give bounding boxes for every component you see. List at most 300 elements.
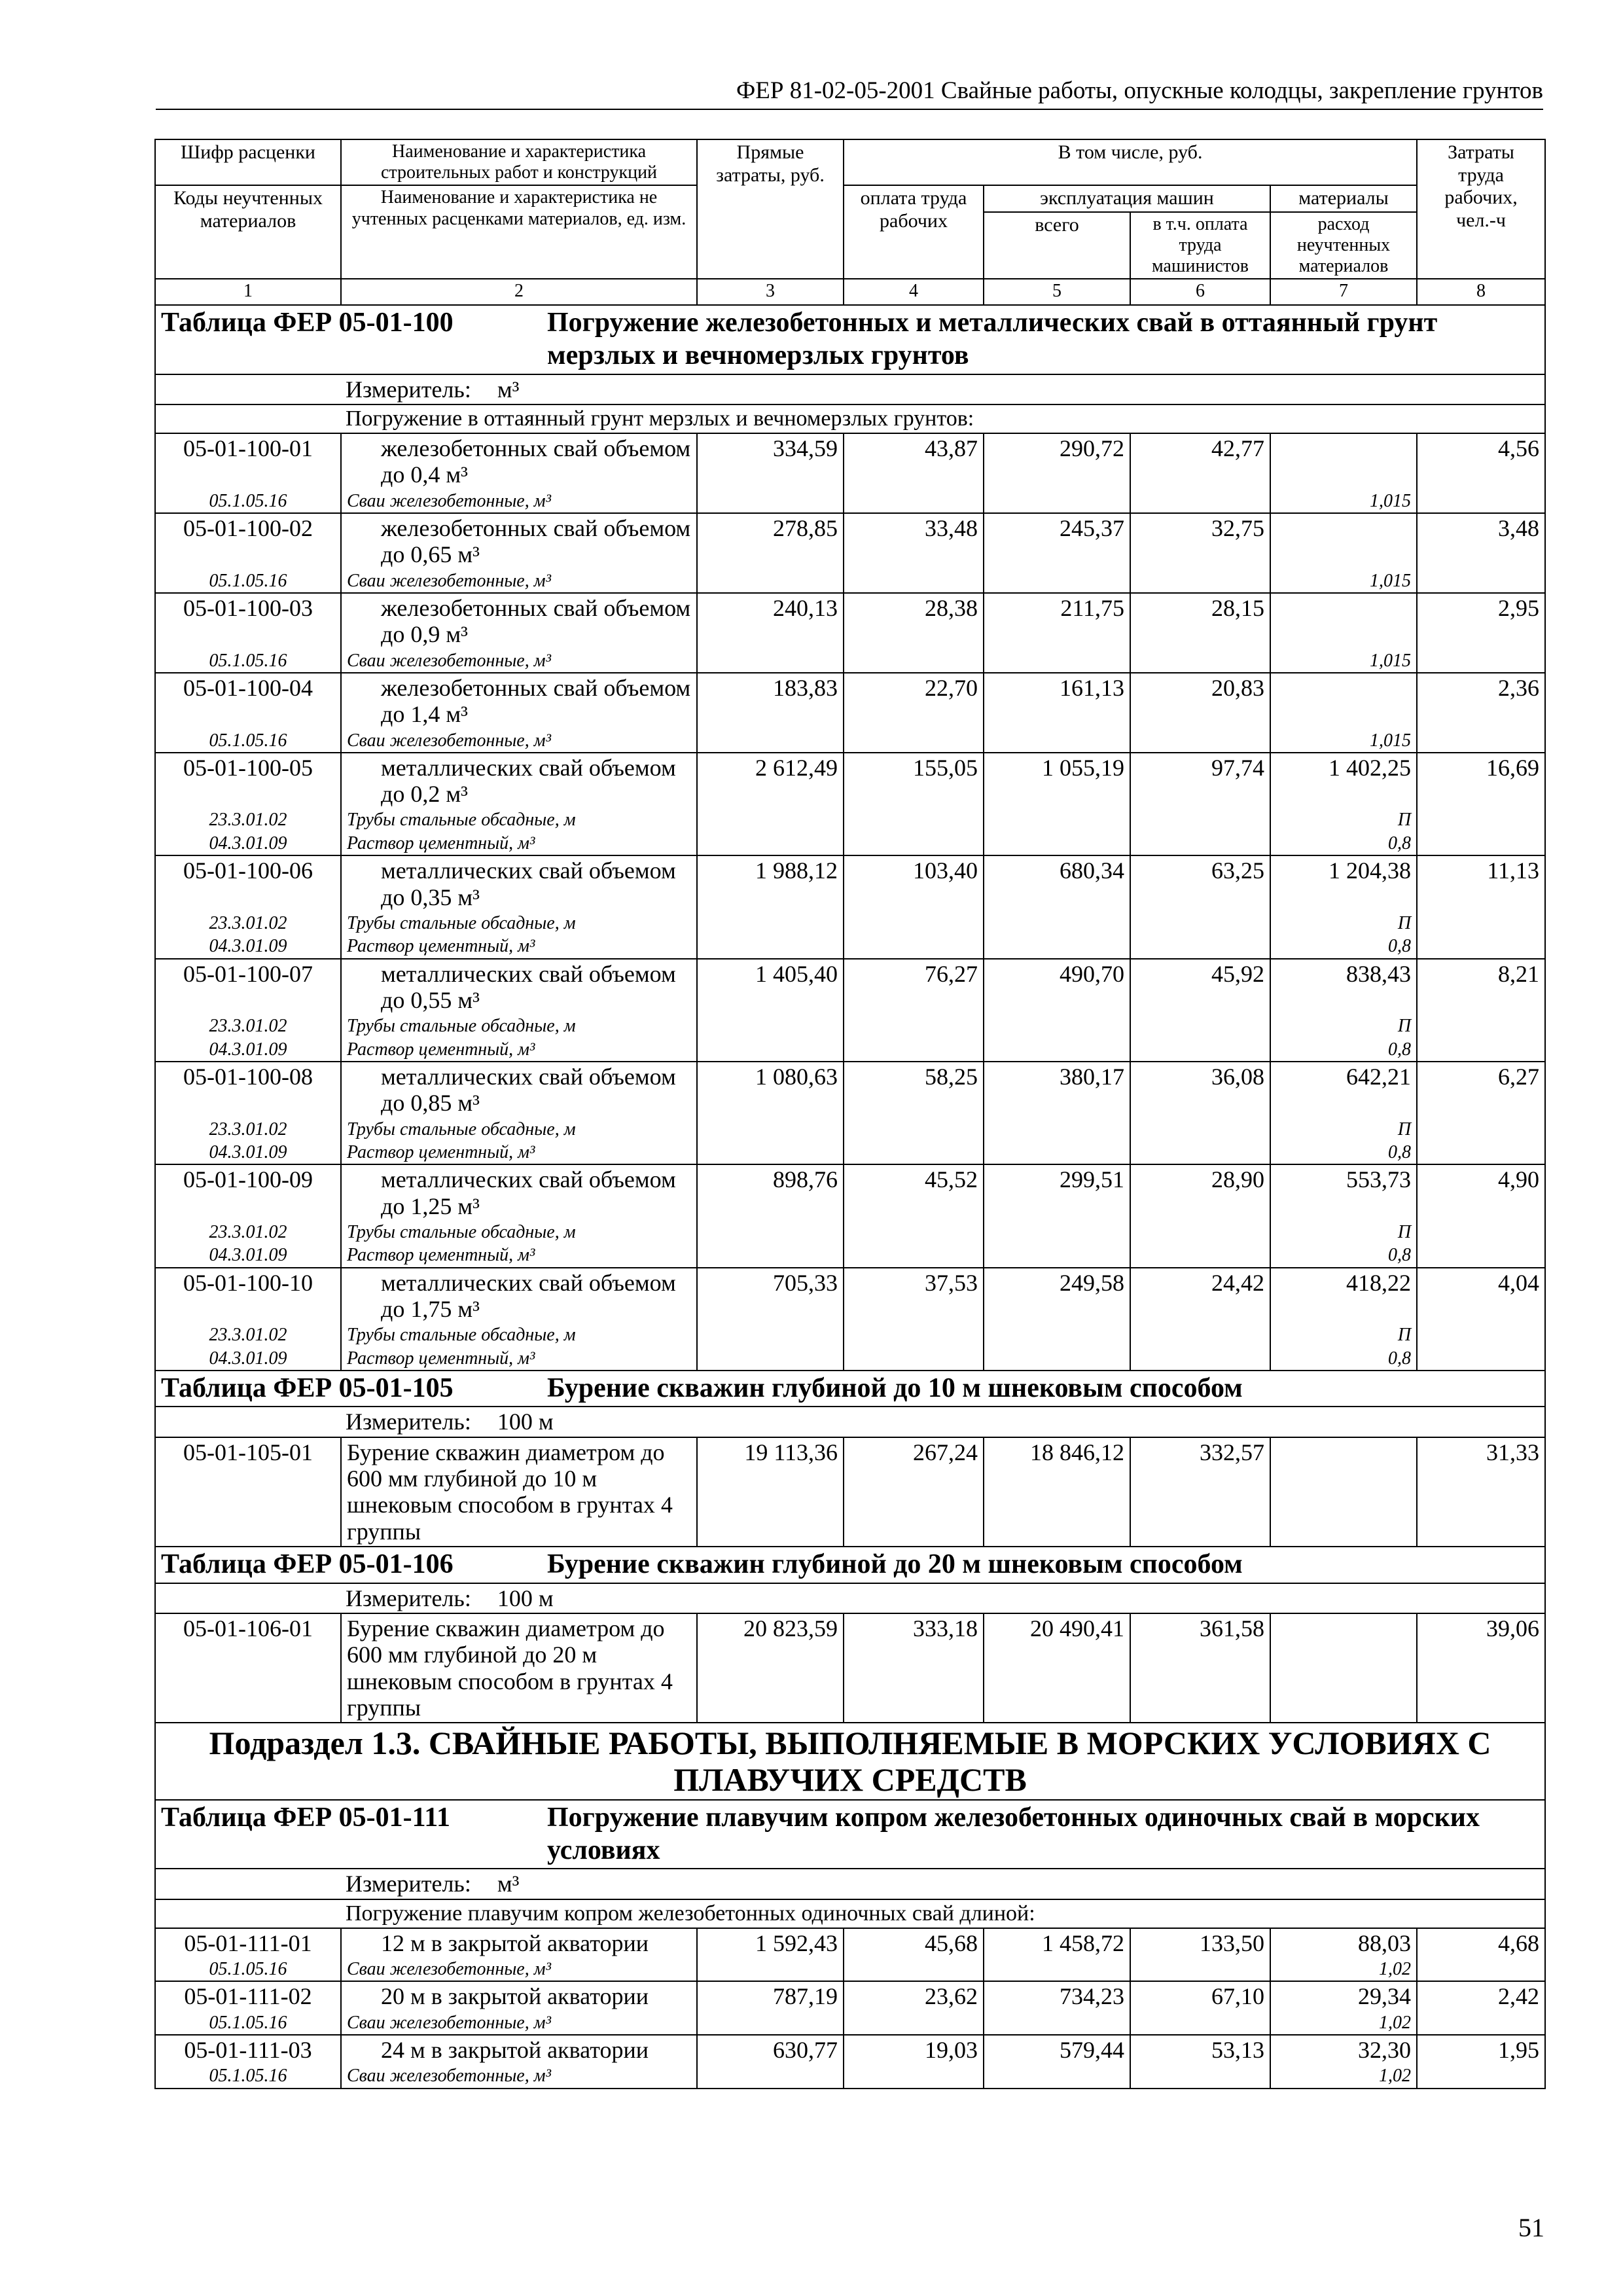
- empty-cell: [697, 935, 844, 958]
- rate-row: [155, 433, 1545, 490]
- rate-code: 05-01-100-10: [155, 1268, 341, 1324]
- rate-code: 05-01-100-03: [155, 593, 341, 649]
- material-row: [155, 1244, 1545, 1267]
- measure-row: [155, 374, 1545, 404]
- empty-cell: [697, 729, 844, 753]
- labor-cost: 267,24: [844, 1437, 984, 1547]
- material-code: 05.1.05.16: [155, 729, 341, 753]
- material-qty: П: [1270, 912, 1417, 935]
- empty-cell: [1417, 912, 1545, 935]
- material-code: 05.1.05.16: [155, 2011, 341, 2035]
- labor-hours: 1,95: [1417, 2035, 1545, 2064]
- empty-cell: [984, 1118, 1130, 1141]
- machinists-cost: 20,83: [1130, 673, 1270, 729]
- material-name: Сваи железобетонные, м³: [341, 569, 697, 593]
- empty-cell: [1417, 1014, 1545, 1037]
- table-title-row: [155, 305, 1545, 374]
- empty-cell: [697, 1958, 844, 1981]
- material-name: Трубы стальные обсадные, м: [341, 1118, 697, 1141]
- rate-code: 05-01-100-08: [155, 1062, 341, 1118]
- labor-cost: 19,03: [844, 2035, 984, 2064]
- labor-hours: 4,68: [1417, 1928, 1545, 1958]
- rate-row: [155, 2035, 1545, 2064]
- empty-cell: [1417, 490, 1545, 513]
- empty-cell: [1130, 1347, 1270, 1371]
- empty-cell: [1417, 1141, 1545, 1164]
- machines-cost: 1 458,72: [984, 1928, 1130, 1958]
- col-incl-header: В том числе, руб.: [844, 139, 1417, 185]
- materials-cost: [1270, 1437, 1417, 1547]
- machinists-cost: 361,58: [1130, 1613, 1270, 1723]
- machines-cost: 161,13: [984, 673, 1130, 729]
- material-row: [155, 1958, 1545, 1981]
- empty-cell: [697, 649, 844, 673]
- empty-cell: [1130, 1958, 1270, 1981]
- empty-cell: [697, 2064, 844, 2088]
- rate-code: 05-01-100-01: [155, 433, 341, 490]
- labor-hours: 11,13: [1417, 855, 1545, 912]
- empty-cell: [984, 569, 1130, 593]
- direct-cost: 1 405,40: [697, 959, 844, 1015]
- measure-row: [155, 1869, 1545, 1899]
- labor-hours: 39,06: [1417, 1613, 1545, 1723]
- rate-code: 05-01-105-01: [155, 1437, 341, 1547]
- machinists-cost: 332,57: [1130, 1437, 1270, 1547]
- direct-cost: 183,83: [697, 673, 844, 729]
- empty-cell: [1130, 1038, 1270, 1062]
- materials-cost: 88,03: [1270, 1928, 1417, 1958]
- empty-cell: [984, 935, 1130, 958]
- empty-cell: [844, 569, 984, 593]
- empty-cell: [1130, 1244, 1270, 1267]
- rate-code: 05-01-100-09: [155, 1164, 341, 1221]
- material-code: 04.3.01.09: [155, 832, 341, 855]
- empty-cell: [844, 490, 984, 513]
- machines-cost: 579,44: [984, 2035, 1130, 2064]
- labor-hours: 16,69: [1417, 753, 1545, 809]
- rate-row: [155, 1062, 1545, 1118]
- empty-cell: [984, 1323, 1130, 1346]
- rate-row: [155, 1928, 1545, 1958]
- col-laborcost-header: оплата труда рабочих: [844, 185, 984, 279]
- rate-row: [155, 1613, 1545, 1723]
- measure-row: [155, 1583, 1545, 1613]
- col-number: 8: [1417, 279, 1545, 305]
- labor-hours: 8,21: [1417, 959, 1545, 1015]
- direct-cost: 2 612,49: [697, 753, 844, 809]
- labor-cost: 33,48: [844, 513, 984, 569]
- group-intro: Погружение в оттаянный грунт мерзлых и вечномерзлых грунтов:: [155, 404, 1545, 433]
- material-row: [155, 569, 1545, 593]
- material-row: [155, 490, 1545, 513]
- empty-cell: [1417, 1118, 1545, 1141]
- table-title-row: [155, 1800, 1545, 1869]
- rates-table-wrapper: [154, 139, 1544, 2089]
- material-qty: П: [1270, 1221, 1417, 1244]
- rate-name: 24 м в закрытой акватории: [341, 2035, 697, 2064]
- rate-name: Бурение скважин диаметром до 600 мм глубиной до 20 м шнековым способом в грунтах 4 группы: [341, 1613, 697, 1723]
- rate-code: 05-01-100-04: [155, 673, 341, 729]
- materials-cost: 642,21: [1270, 1062, 1417, 1118]
- intro-row: [155, 404, 1545, 433]
- page-number: 51: [1518, 2213, 1544, 2242]
- direct-cost: 898,76: [697, 1164, 844, 1221]
- machines-cost: 18 846,12: [984, 1437, 1130, 1547]
- group-intro: Погружение плавучим копром железобетонных одиночных свай длиной:: [155, 1899, 1545, 1928]
- empty-cell: [1417, 808, 1545, 831]
- col-materials-header: материалы: [1270, 185, 1417, 212]
- rate-name: железобетонных свай объемом до 0,4 м³: [341, 433, 697, 490]
- empty-cell: [697, 569, 844, 593]
- empty-cell: [1130, 569, 1270, 593]
- empty-cell: [697, 1244, 844, 1267]
- empty-cell: [844, 1141, 984, 1164]
- col-name-header: Наименование и характеристика строительных работ и конструкций: [341, 139, 697, 185]
- direct-cost: 705,33: [697, 1268, 844, 1324]
- empty-cell: [1130, 935, 1270, 958]
- material-row: [155, 1118, 1545, 1141]
- material-name: Раствор цементный, м³: [341, 832, 697, 855]
- rate-name: металлических свай объемом до 0,85 м³: [341, 1062, 697, 1118]
- rate-row: [155, 673, 1545, 729]
- empty-cell: [844, 2011, 984, 2035]
- machinists-cost: 45,92: [1130, 959, 1270, 1015]
- empty-cell: [984, 490, 1130, 513]
- direct-cost: 1 988,12: [697, 855, 844, 912]
- empty-cell: [1417, 2011, 1545, 2035]
- material-code: 23.3.01.02: [155, 1118, 341, 1141]
- material-name: Трубы стальные обсадные, м: [341, 912, 697, 935]
- material-code: 04.3.01.09: [155, 1347, 341, 1371]
- machines-cost: 20 490,41: [984, 1613, 1130, 1723]
- machinists-cost: 133,50: [1130, 1928, 1270, 1958]
- empty-cell: [984, 2064, 1130, 2088]
- rate-name: железобетонных свай объемом до 1,4 м³: [341, 673, 697, 729]
- material-qty: 1,02: [1270, 2064, 1417, 2088]
- material-row: [155, 912, 1545, 935]
- labor-cost: 45,68: [844, 1928, 984, 1958]
- material-row: [155, 1347, 1545, 1371]
- empty-cell: [1417, 1221, 1545, 1244]
- material-qty: 0,8: [1270, 1244, 1417, 1267]
- table-code: Таблица ФЕР 05-01-111: [161, 1803, 450, 1833]
- empty-cell: [1130, 2011, 1270, 2035]
- table-title: [155, 1371, 1545, 1407]
- material-code: 23.3.01.02: [155, 1014, 341, 1037]
- rate-code: 05-01-100-05: [155, 753, 341, 809]
- empty-cell: [1417, 729, 1545, 753]
- rate-name: металлических свай объемом до 0,55 м³: [341, 959, 697, 1015]
- empty-cell: [1130, 832, 1270, 855]
- labor-hours: 6,27: [1417, 1062, 1545, 1118]
- material-qty: 0,8: [1270, 1141, 1417, 1164]
- labor-hours: 4,04: [1417, 1268, 1545, 1324]
- empty-cell: [697, 1323, 844, 1346]
- material-qty: 0,8: [1270, 1038, 1417, 1062]
- empty-cell: [844, 935, 984, 958]
- rate-name: металлических свай объемом до 1,25 м³: [341, 1164, 697, 1221]
- direct-cost: 630,77: [697, 2035, 844, 2064]
- labor-cost: 22,70: [844, 673, 984, 729]
- material-row: [155, 729, 1545, 753]
- table-name: Бурение скважин глубиной до 10 м шнековым способом: [547, 1372, 1243, 1403]
- rate-row: [155, 1437, 1545, 1547]
- empty-cell: [844, 1323, 984, 1346]
- material-qty: 1,015: [1270, 490, 1417, 513]
- material-code: 04.3.01.09: [155, 1141, 341, 1164]
- machines-cost: 245,37: [984, 513, 1130, 569]
- rate-name: металлических свай объемом до 1,75 м³: [341, 1268, 697, 1324]
- material-name: Раствор цементный, м³: [341, 935, 697, 958]
- empty-cell: [1417, 1347, 1545, 1371]
- machinists-cost: 53,13: [1130, 2035, 1270, 2064]
- table-name: Погружение железобетонных и металлических свай в оттаянный грунт мерзлых и вечномерзлых грунтов: [547, 308, 1438, 370]
- empty-cell: [844, 1038, 984, 1062]
- rate-code: 05-01-111-02: [155, 1981, 341, 2011]
- intro-row: [155, 1899, 1545, 1928]
- labor-cost: 23,62: [844, 1981, 984, 2011]
- materials-cost: [1270, 513, 1417, 569]
- labor-cost: 45,52: [844, 1164, 984, 1221]
- labor-cost: 28,38: [844, 593, 984, 649]
- material-row: [155, 1221, 1545, 1244]
- rate-name: 12 м в закрытой акватории: [341, 1928, 697, 1958]
- material-code: 05.1.05.16: [155, 649, 341, 673]
- labor-hours: 4,90: [1417, 1164, 1545, 1221]
- material-name: Сваи железобетонные, м³: [341, 1958, 697, 1981]
- col-number: 4: [844, 279, 984, 305]
- measure-value: м³: [497, 1871, 520, 1897]
- materials-cost: 32,30: [1270, 2035, 1417, 2064]
- empty-cell: [984, 1014, 1130, 1037]
- empty-cell: [844, 2064, 984, 2088]
- materials-cost: 418,22: [1270, 1268, 1417, 1324]
- empty-cell: [844, 832, 984, 855]
- materials-cost: [1270, 673, 1417, 729]
- empty-cell: [1130, 1141, 1270, 1164]
- empty-cell: [984, 1347, 1130, 1371]
- empty-cell: [697, 2011, 844, 2035]
- material-name: Сваи железобетонные, м³: [341, 2064, 697, 2088]
- rate-code: 05-01-106-01: [155, 1613, 341, 1723]
- materials-cost: 1 204,38: [1270, 855, 1417, 912]
- machines-cost: 249,58: [984, 1268, 1130, 1324]
- labor-hours: 2,95: [1417, 593, 1545, 649]
- col-direct-header: Прямые затраты, руб.: [697, 139, 844, 279]
- table-name: Погружение плавучим копром железобетонных одиночных свай в морских условиях: [547, 1803, 1480, 1865]
- empty-cell: [697, 1141, 844, 1164]
- table-title: [155, 1547, 1545, 1583]
- empty-cell: [1130, 1118, 1270, 1141]
- labor-cost: 76,27: [844, 959, 984, 1015]
- empty-cell: [1130, 729, 1270, 753]
- machinists-cost: 67,10: [1130, 1981, 1270, 2011]
- direct-cost: 787,19: [697, 1981, 844, 2011]
- material-code: 23.3.01.02: [155, 1323, 341, 1346]
- machinists-cost: 24,42: [1130, 1268, 1270, 1324]
- material-name: Раствор цементный, м³: [341, 1244, 697, 1267]
- subsection-title: Подраздел 1.3. СВАЙНЫЕ РАБОТЫ, ВЫПОЛНЯЕМЫЕ В МОРСКИХ УСЛОВИЯХ С ПЛАВУЧИХ СРЕДСТВ: [155, 1723, 1545, 1800]
- direct-cost: 19 113,36: [697, 1437, 844, 1547]
- material-qty: П: [1270, 1118, 1417, 1141]
- material-name: Трубы стальные обсадные, м: [341, 808, 697, 831]
- empty-cell: [697, 1118, 844, 1141]
- material-row: [155, 2011, 1545, 2035]
- machines-cost: 490,70: [984, 959, 1130, 1015]
- empty-cell: [844, 1118, 984, 1141]
- material-row: [155, 649, 1545, 673]
- rate-row: [155, 1164, 1545, 1221]
- measure-unit: [155, 1583, 1545, 1613]
- empty-cell: [984, 729, 1130, 753]
- labor-hours: 3,48: [1417, 513, 1545, 569]
- page-header: ФЕР 81-02-05-2001 Свайные работы, опускные колодцы, закрепление грунтов: [736, 77, 1543, 104]
- empty-cell: [984, 1244, 1130, 1267]
- empty-cell: [1417, 935, 1545, 958]
- measure-value: м³: [497, 376, 520, 403]
- material-row: [155, 1141, 1545, 1164]
- col-matnames-header: Наименование и характеристика не учтенных расценками материалов, ед. изм.: [341, 185, 697, 279]
- rate-row: [155, 1981, 1545, 2011]
- machinists-cost: 32,75: [1130, 513, 1270, 569]
- col-number: 1: [155, 279, 341, 305]
- direct-cost: 240,13: [697, 593, 844, 649]
- material-code: 23.3.01.02: [155, 1221, 341, 1244]
- table-code: Таблица ФЕР 05-01-100: [161, 308, 454, 338]
- material-name: Трубы стальные обсадные, м: [341, 1221, 697, 1244]
- empty-cell: [984, 808, 1130, 831]
- material-row: [155, 1014, 1545, 1037]
- table-title: [155, 1800, 1545, 1869]
- empty-cell: [1130, 1014, 1270, 1037]
- rate-row: [155, 855, 1545, 912]
- table-title-row: [155, 1371, 1545, 1407]
- material-qty: П: [1270, 1323, 1417, 1346]
- empty-cell: [1417, 832, 1545, 855]
- empty-cell: [697, 1014, 844, 1037]
- material-qty: П: [1270, 1014, 1417, 1037]
- empty-cell: [697, 1221, 844, 1244]
- empty-cell: [844, 1244, 984, 1267]
- empty-cell: [1417, 1958, 1545, 1981]
- materials-cost: [1270, 593, 1417, 649]
- material-qty: 1,02: [1270, 1958, 1417, 1981]
- rate-name: металлических свай объемом до 0,2 м³: [341, 753, 697, 809]
- direct-cost: 20 823,59: [697, 1613, 844, 1723]
- measure-label: Измеритель:: [346, 1585, 471, 1611]
- table-title: [155, 305, 1545, 374]
- direct-cost: 334,59: [697, 433, 844, 490]
- labor-cost: 333,18: [844, 1613, 984, 1723]
- col-machinists-header: в т.ч. оплата труда машинистов: [1130, 212, 1270, 279]
- empty-cell: [697, 808, 844, 831]
- empty-cell: [697, 832, 844, 855]
- rate-row: [155, 959, 1545, 1015]
- material-name: Раствор цементный, м³: [341, 1141, 697, 1164]
- material-qty: 1,015: [1270, 569, 1417, 593]
- rate-row: [155, 593, 1545, 649]
- labor-hours: 4,56: [1417, 433, 1545, 490]
- materials-cost: 838,43: [1270, 959, 1417, 1015]
- empty-cell: [984, 1141, 1130, 1164]
- labor-hours: 2,36: [1417, 673, 1545, 729]
- machines-cost: 290,72: [984, 433, 1130, 490]
- empty-cell: [1417, 2064, 1545, 2088]
- materials-cost: [1270, 433, 1417, 490]
- rate-name: железобетонных свай объемом до 0,65 м³: [341, 513, 697, 569]
- material-name: Сваи железобетонные, м³: [341, 649, 697, 673]
- rate-row: [155, 753, 1545, 809]
- measure-label: Измеритель:: [346, 376, 471, 403]
- col-number: 2: [341, 279, 697, 305]
- material-qty: 1,015: [1270, 649, 1417, 673]
- machinists-cost: 28,15: [1130, 593, 1270, 649]
- table-code: Таблица ФЕР 05-01-106: [161, 1549, 454, 1580]
- measure-label: Измеритель:: [346, 1871, 471, 1897]
- empty-cell: [1417, 1323, 1545, 1346]
- col-machines-header: эксплуатация машин: [984, 185, 1270, 212]
- direct-cost: 1 592,43: [697, 1928, 844, 1958]
- rate-code: 05-01-100-07: [155, 959, 341, 1015]
- machinists-cost: 42,77: [1130, 433, 1270, 490]
- rate-name: железобетонных свай объемом до 0,9 м³: [341, 593, 697, 649]
- material-row: [155, 935, 1545, 958]
- header-rule: [156, 109, 1543, 110]
- col-code-header: Шифр расценки: [155, 139, 341, 185]
- subsection-row: [155, 1723, 1545, 1800]
- empty-cell: [1130, 1221, 1270, 1244]
- measure-value: 100 м: [497, 1585, 554, 1611]
- col-number: 5: [984, 279, 1130, 305]
- material-code: 04.3.01.09: [155, 1038, 341, 1062]
- empty-cell: [697, 1347, 844, 1371]
- labor-hours: 31,33: [1417, 1437, 1545, 1547]
- material-name: Сваи железобетонные, м³: [341, 729, 697, 753]
- direct-cost: 278,85: [697, 513, 844, 569]
- direct-cost: 1 080,63: [697, 1062, 844, 1118]
- material-row: [155, 832, 1545, 855]
- empty-cell: [984, 912, 1130, 935]
- empty-cell: [844, 729, 984, 753]
- table-title-row: [155, 1547, 1545, 1583]
- machines-cost: 299,51: [984, 1164, 1130, 1221]
- rate-code: 05-01-111-01: [155, 1928, 341, 1958]
- empty-cell: [984, 1958, 1130, 1981]
- empty-cell: [984, 1038, 1130, 1062]
- table-code: Таблица ФЕР 05-01-105: [161, 1372, 454, 1403]
- empty-cell: [984, 832, 1130, 855]
- empty-cell: [1130, 649, 1270, 673]
- empty-cell: [844, 1347, 984, 1371]
- material-code: 05.1.05.16: [155, 1958, 341, 1981]
- material-qty: П: [1270, 808, 1417, 831]
- empty-cell: [984, 2011, 1130, 2035]
- col-number: 7: [1270, 279, 1417, 305]
- material-code: 05.1.05.16: [155, 490, 341, 513]
- material-code: 23.3.01.02: [155, 912, 341, 935]
- empty-cell: [697, 912, 844, 935]
- col-labor-header: Затраты труда рабочих, чел.-ч: [1417, 139, 1545, 279]
- machinists-cost: 97,74: [1130, 753, 1270, 809]
- empty-cell: [844, 649, 984, 673]
- rate-row: [155, 513, 1545, 569]
- empty-cell: [1417, 569, 1545, 593]
- empty-cell: [844, 808, 984, 831]
- table-body: [155, 139, 1545, 2089]
- labor-cost: 37,53: [844, 1268, 984, 1324]
- empty-cell: [697, 1038, 844, 1062]
- material-row: [155, 1038, 1545, 1062]
